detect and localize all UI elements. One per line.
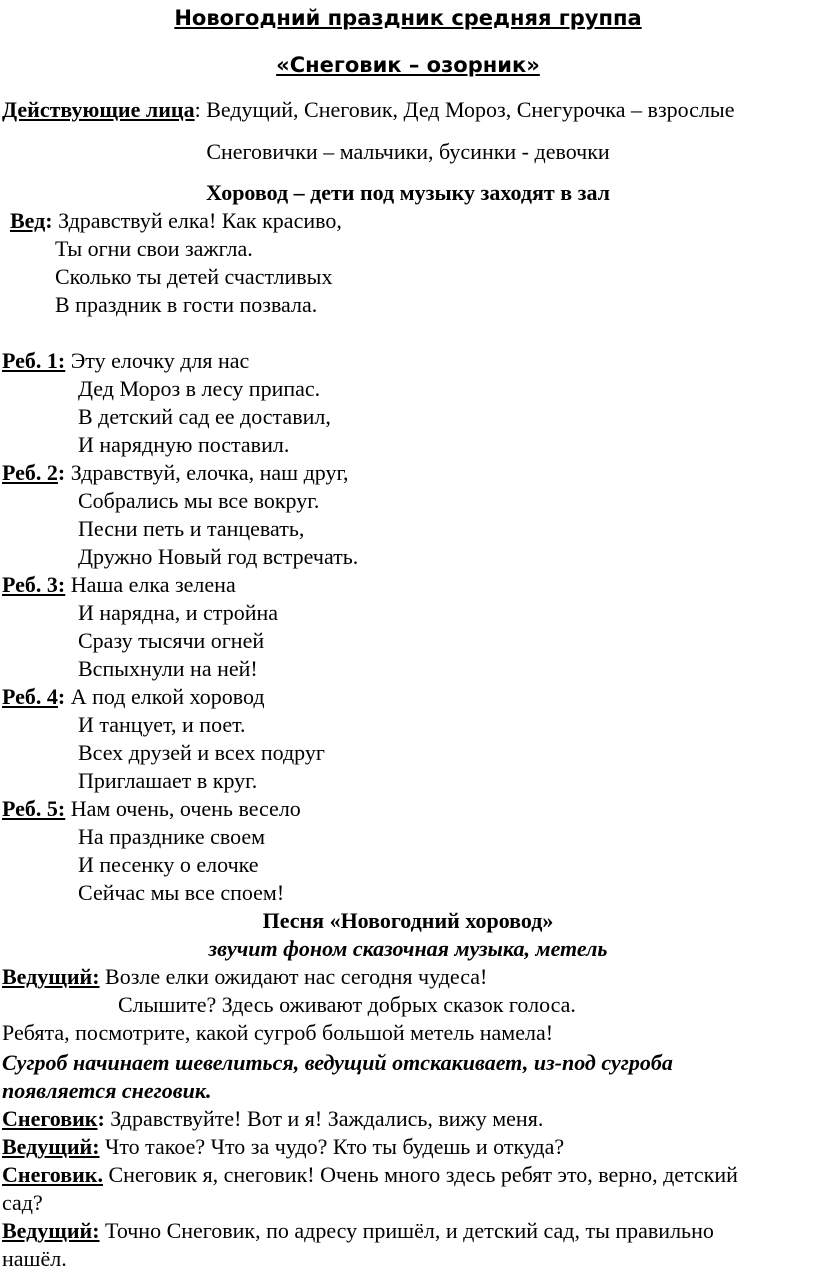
- child-2-verse-1: Здравствуй, елочка, наш друг,: [70, 460, 349, 485]
- stage-direction-music: звучит фоном сказочная музыка, метель: [208, 936, 608, 961]
- dialog-host-line-3: [2, 1217, 714, 1245]
- host-verse-4: В праздник в гости позвала.: [55, 292, 318, 317]
- child-5-label: Реб. 5:: [2, 796, 66, 821]
- host-verse-3: Сколько ты детей счастливых: [55, 264, 333, 289]
- dialog-host-text-4-cont: нашёл.: [2, 1246, 67, 1271]
- dialog-host-text-4: Точно Снеговик, по адресу пришёл, и детский сад, ты правильно: [105, 1218, 714, 1243]
- dialog-snowman-line-2: [2, 1161, 738, 1189]
- child-4-label-suffix: :: [57, 684, 66, 709]
- child-2-line-1: [2, 459, 349, 487]
- host-verse-1: Здравствуй елка! Как красиво,: [58, 208, 342, 233]
- child-5-verse-1: Нам очень, очень весело: [70, 796, 301, 821]
- child-1-verse-4: И нарядную поставил.: [78, 432, 290, 457]
- child-1-verse-2: Дед Мороз в лесу припас.: [78, 376, 321, 401]
- child-1-label: Реб. 1:: [2, 348, 66, 373]
- dialog-host-line-2: [2, 1133, 564, 1161]
- stage-direction-snowdrift-1: Сугроб начинает шевелиться, ведущий отскакивает, из-под сугроба: [2, 1050, 673, 1075]
- dialog-snowman-line-1: [2, 1105, 543, 1133]
- plain-text-snowdrift: Ребята, посмотрите, какой сугроб большой метель намела!: [2, 1020, 554, 1045]
- dialog-host-label-2: Ведущий:: [2, 1134, 100, 1159]
- child-5-verse-4: Сейчас мы все споем!: [78, 880, 285, 905]
- cast-text: : Ведущий, Снеговик, Дед Мороз, Снегурочка – взрослые: [194, 97, 735, 122]
- dialog-snowman-label: Снеговик: [2, 1106, 98, 1131]
- dialog-snowman-text-2: Снеговик я, снеговик! Очень много здесь ребят это, верно, детский: [108, 1162, 738, 1187]
- host-line-1: [10, 207, 342, 235]
- child-4-label: Реб. 4: [2, 684, 58, 709]
- child-2-label-suffix: :: [57, 460, 66, 485]
- child-2-verse-3: Песни петь и танцевать,: [78, 516, 305, 541]
- cast-line: [2, 96, 734, 124]
- child-3-verse-2: И нарядна, и стройна: [78, 600, 279, 625]
- dialog-host-text-2: Слышите? Здесь оживают добрых сказок голоса.: [118, 992, 576, 1017]
- host-label: Вед: [10, 208, 46, 233]
- child-4-verse-1: А под елкой хоровод: [70, 684, 265, 709]
- child-3-label: Реб. 3:: [2, 572, 66, 597]
- child-3-line-1: [2, 571, 236, 599]
- dialog-snowman-label-suffix: :: [97, 1106, 105, 1131]
- host-verse-2: Ты огни свои зажгла.: [55, 236, 253, 261]
- dialog-snowman-text: Здравствуйте! Вот и я! Заждались, вижу меня.: [110, 1106, 544, 1131]
- child-5-line-1: [2, 795, 301, 823]
- child-4-verse-3: Всех друзей и всех подруг: [78, 740, 325, 765]
- child-2-verse-2: Собрались мы все вокруг.: [78, 488, 320, 513]
- child-5-verse-2: На празднике своем: [78, 824, 266, 849]
- dialog-host-text-1: Возле елки ожидают нас сегодня чудеса!: [105, 964, 488, 989]
- dialog-host-text-3: Что такое? Что за чудо? Кто ты будешь и откуда?: [105, 1134, 565, 1159]
- child-2-label: Реб. 2: [2, 460, 58, 485]
- child-4-line-1: [2, 683, 265, 711]
- cast-line-2: Снеговички – мальчики, бусинки - девочки: [206, 139, 610, 164]
- host-label-colon: :: [45, 208, 53, 233]
- child-1-verse-3: В детский сад ее доставил,: [78, 404, 331, 429]
- child-5-verse-3: И песенку о елочке: [78, 852, 259, 877]
- child-3-verse-3: Сразу тысячи огней: [78, 628, 265, 653]
- cast-label: Действующие лица: [2, 97, 195, 122]
- dialog-snowman-text-2-cont: сад?: [2, 1190, 43, 1215]
- child-1-verse-1: Эту елочку для нас: [70, 348, 250, 373]
- dialog-host-label-3: Ведущий:: [2, 1218, 100, 1243]
- document-subtitle: «Снеговик – озорник»: [276, 53, 540, 77]
- child-2-verse-4: Дружно Новый год встречать.: [78, 544, 359, 569]
- stage-direction-snowdrift-2: появляется снеговик.: [2, 1078, 212, 1103]
- child-4-verse-2: И танцует, и поет.: [78, 712, 246, 737]
- document-title: Новогодний праздник средняя группа: [174, 6, 642, 30]
- dialog-snowman-label-2: Снеговик.: [2, 1162, 103, 1187]
- child-4-verse-4: Приглашает в круг.: [78, 768, 258, 793]
- child-1-line-1: [2, 347, 249, 375]
- dialog-host-label: Ведущий:: [2, 964, 100, 989]
- stage-direction-round-dance: Хоровод – дети под музыку заходят в зал: [205, 180, 610, 205]
- dialog-host-line-1: [2, 963, 487, 991]
- child-3-verse-4: Вспыхнули на ней!: [78, 656, 258, 681]
- song-heading: Песня «Новогодний хоровод»: [262, 908, 554, 933]
- child-3-verse-1: Наша елка зелена: [70, 572, 236, 597]
